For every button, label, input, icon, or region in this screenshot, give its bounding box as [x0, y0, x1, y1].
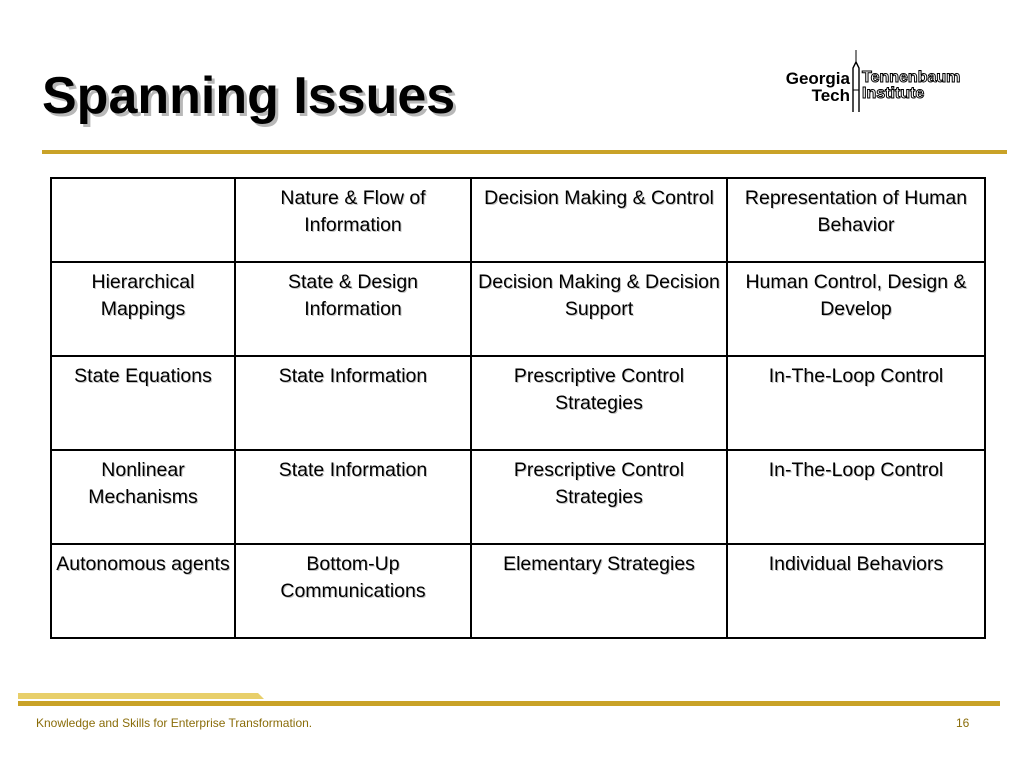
page-number: 16: [956, 716, 970, 730]
header-cell: Decision Making & Control: [471, 178, 727, 262]
table-cell: State Information: [235, 356, 471, 450]
table-row: [51, 544, 985, 638]
table-cell: Elementary Strategies: [471, 544, 727, 638]
table-header-row: [51, 178, 985, 262]
row-label-cell: State Equations: [51, 356, 235, 450]
table-row: [51, 356, 985, 450]
title-divider: [42, 150, 1007, 154]
table-cell: State & Design Information: [235, 262, 471, 356]
spanning-issues-table: [50, 177, 986, 639]
row-label-cell: Nonlinear Mechanisms: [51, 450, 235, 544]
table-row: [51, 262, 985, 356]
logo-line-georgia: Georgia: [785, 69, 850, 88]
footer-divider: [18, 693, 1000, 707]
header-cell: Nature & Flow of Information: [235, 178, 471, 262]
footer-caption: Knowledge and Skills for Enterprise Transformation.: [36, 716, 313, 730]
logo-line-tech: Tech: [811, 86, 850, 105]
table-cell: Prescriptive Control Strategies: [471, 356, 727, 450]
header-cell: Representation of Human Behavior: [727, 178, 985, 262]
georgia-tech-tennenbaum-logo: [758, 50, 988, 112]
table-cell: Human Control, Design & Develop: [727, 262, 985, 356]
table-cell: Prescriptive Control Strategies: [471, 450, 727, 544]
table-cell: In-The-Loop Control: [727, 450, 985, 544]
logo-georgia-tech-wordmark: [786, 70, 850, 104]
logo-line-tennenbaum: Tennenbaum: [862, 69, 961, 86]
table-cell: Bottom-Up Communications: [235, 544, 471, 638]
header-cell-corner: [51, 178, 235, 262]
logo-tower-mark: [850, 50, 862, 112]
logo-line-institute: Institute: [862, 85, 925, 102]
table-cell: Decision Making & Decision Support: [471, 262, 727, 356]
table-cell: State Information: [235, 450, 471, 544]
table-cell: Individual Behaviors: [727, 544, 985, 638]
logo-tennenbaum-wordmark: [862, 70, 960, 102]
table-row: [51, 450, 985, 544]
row-label-cell: Hierarchical Mappings: [51, 262, 235, 356]
table-cell: In-The-Loop Control: [727, 356, 985, 450]
slide-title: Spanning Issues: [42, 67, 456, 125]
row-label-cell: Autonomous agents: [51, 544, 235, 638]
